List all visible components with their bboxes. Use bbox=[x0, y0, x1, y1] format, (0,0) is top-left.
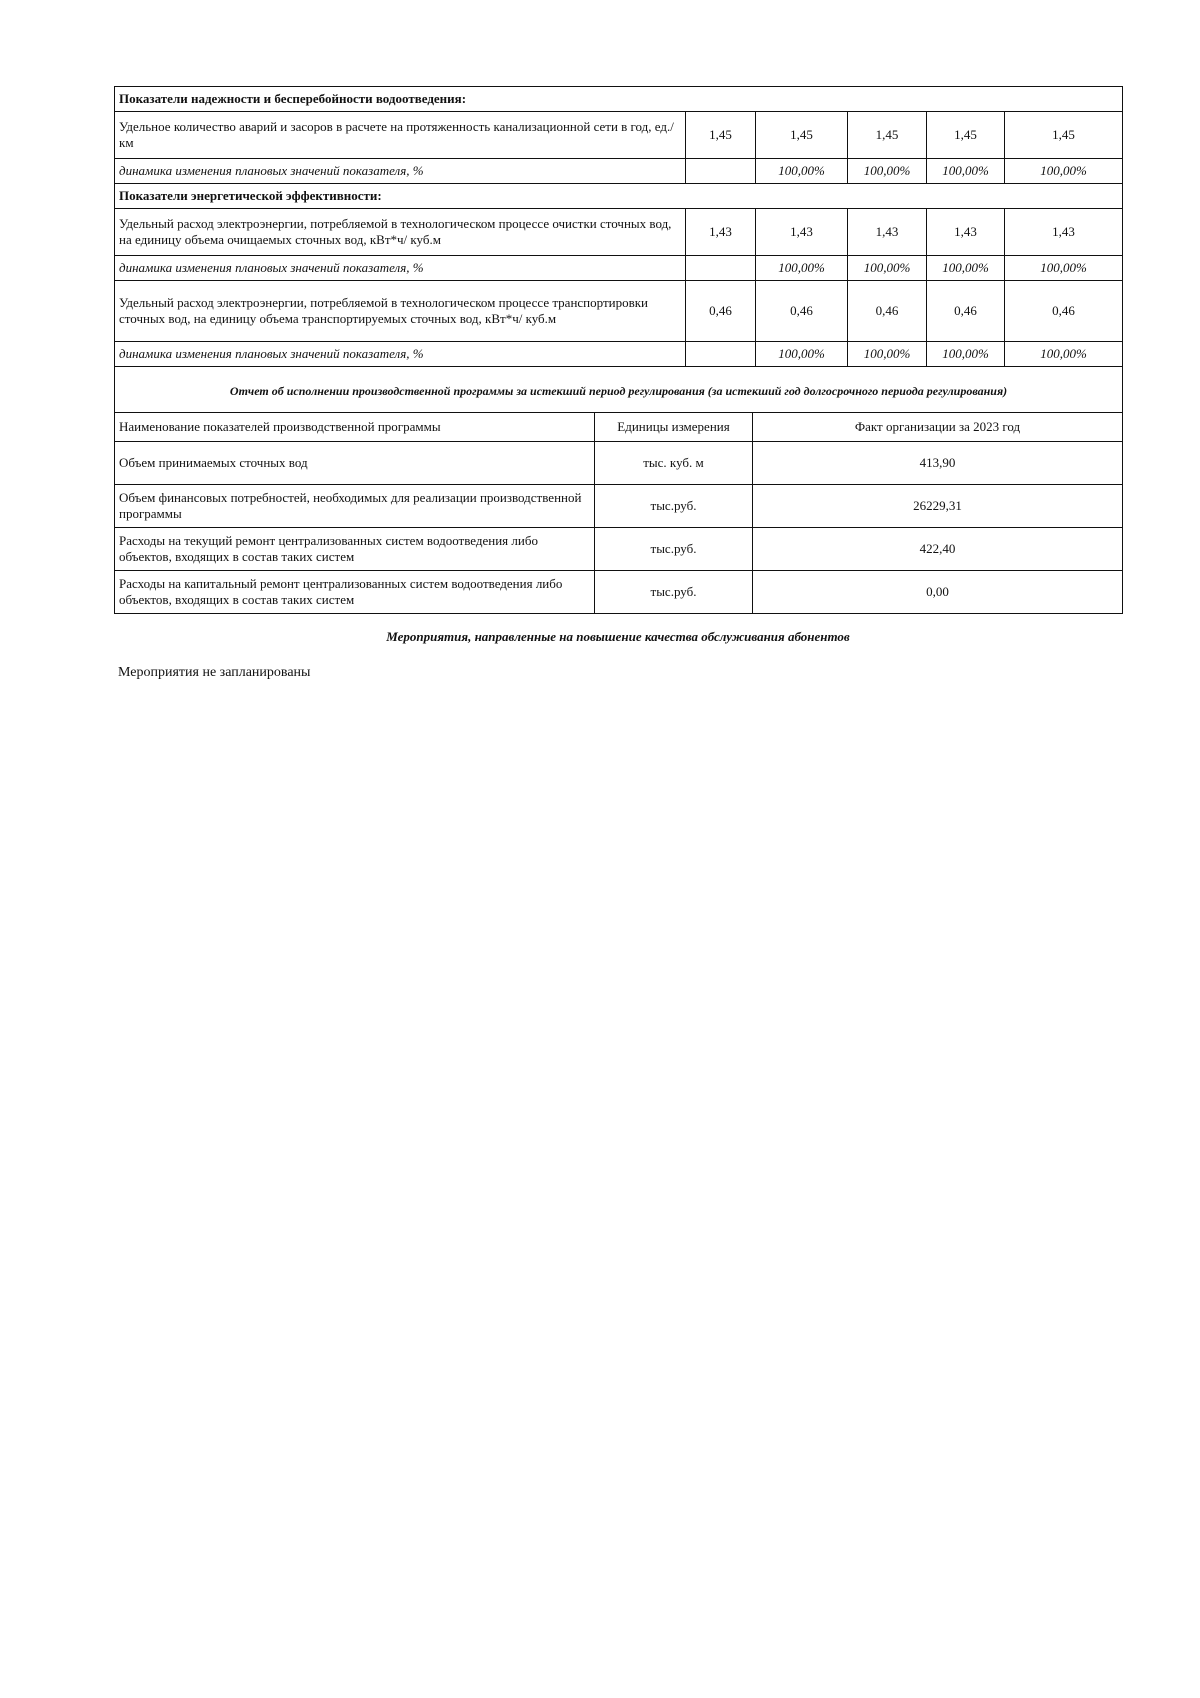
indicator-value: 1,45 bbox=[927, 112, 1005, 159]
dynamics-value: 100,00% bbox=[756, 342, 848, 367]
table-row bbox=[115, 256, 1123, 281]
table-row bbox=[115, 209, 1123, 256]
indicator-value: 1,43 bbox=[686, 209, 756, 256]
reliability-section-header: Показатели надежности и бесперебойности водоотведения: bbox=[115, 87, 1123, 112]
report-row-fact: 0,00 bbox=[753, 571, 1123, 614]
indicator-value: 1,45 bbox=[686, 112, 756, 159]
dynamics-value: 100,00% bbox=[756, 159, 848, 184]
table-row bbox=[115, 528, 1123, 571]
indicator-name: Удельный расход электроэнергии, потребляемой в технологическом процессе очистки сточных вод, на единицу объема очищаемых сточных вод, кВт*ч/ куб.м bbox=[115, 209, 686, 256]
dynamics-value: 100,00% bbox=[927, 256, 1005, 281]
indicator-name: Удельный расход электроэнергии, потребляемой в технологическом процессе транспортировки сточных вод, на единицу объема транспортируемых сточных вод, кВт*ч/ куб.м bbox=[115, 281, 686, 342]
table-row bbox=[115, 342, 1123, 367]
indicator-value: 1,43 bbox=[927, 209, 1005, 256]
report-row-name: Объем финансовых потребностей, необходимых для реализации производственной программы bbox=[115, 485, 595, 528]
dynamics-label: динамика изменения плановых значений показателя, % bbox=[115, 159, 686, 184]
indicator-value: 0,46 bbox=[927, 281, 1005, 342]
report-row-fact: 413,90 bbox=[753, 442, 1123, 485]
dynamics-value: 100,00% bbox=[1005, 342, 1123, 367]
dynamics-label: динамика изменения плановых значений показателя, % bbox=[115, 342, 686, 367]
table-row bbox=[115, 112, 1123, 159]
dynamics-label: динамика изменения плановых значений показателя, % bbox=[115, 256, 686, 281]
column-header-fact: Факт организации за 2023 год bbox=[753, 413, 1123, 442]
dynamics-value bbox=[686, 256, 756, 281]
indicator-value: 1,45 bbox=[1005, 112, 1123, 159]
report-row-unit: тыс. куб. м bbox=[595, 442, 753, 485]
measures-text: Мероприятия не запланированы bbox=[118, 665, 311, 680]
measures-title: Мероприятия, направленные на повышение качества обслуживания абонентов bbox=[386, 629, 850, 644]
indicator-value: 0,46 bbox=[756, 281, 848, 342]
dynamics-value: 100,00% bbox=[848, 256, 927, 281]
report-row-fact: 422,40 bbox=[753, 528, 1123, 571]
report-row-unit: тыс.руб. bbox=[595, 528, 753, 571]
dynamics-value: 100,00% bbox=[756, 256, 848, 281]
column-header-name: Наименование показателей производственной программы bbox=[115, 413, 595, 442]
indicators-table bbox=[114, 86, 1123, 415]
report-row-unit: тыс.руб. bbox=[595, 571, 753, 614]
indicator-value: 1,43 bbox=[756, 209, 848, 256]
dynamics-value bbox=[686, 342, 756, 367]
energy-section-header: Показатели энергетической эффективности: bbox=[115, 184, 1123, 209]
report-title: Отчет об исполнении производственной программы за истекший период регулирования (за истекший год долгосрочного периода регулирования) bbox=[115, 367, 1123, 416]
indicator-name: Удельное количество аварий и засоров в расчете на протяженность канализационной сети в год, ед./км bbox=[115, 112, 686, 159]
indicator-value: 0,46 bbox=[686, 281, 756, 342]
report-row-name: Расходы на капитальный ремонт централизованных систем водоотведения либо объектов, входящих в состав таких систем bbox=[115, 571, 595, 614]
dynamics-value: 100,00% bbox=[1005, 159, 1123, 184]
table-row bbox=[115, 571, 1123, 614]
indicator-value: 0,46 bbox=[1005, 281, 1123, 342]
report-row-unit: тыс.руб. bbox=[595, 485, 753, 528]
dynamics-value: 100,00% bbox=[927, 342, 1005, 367]
dynamics-value: 100,00% bbox=[848, 342, 927, 367]
report-row-name: Расходы на текущий ремонт централизованных систем водоотведения либо объектов, входящих в состав таких систем bbox=[115, 528, 595, 571]
indicator-value: 1,43 bbox=[848, 209, 927, 256]
table-header-row bbox=[115, 413, 1123, 442]
column-header-unit: Единицы измерения bbox=[595, 413, 753, 442]
report-table bbox=[114, 412, 1123, 614]
table-row bbox=[115, 281, 1123, 342]
dynamics-value bbox=[686, 159, 756, 184]
dynamics-value: 100,00% bbox=[927, 159, 1005, 184]
indicator-value: 1,45 bbox=[756, 112, 848, 159]
indicator-value: 0,46 bbox=[848, 281, 927, 342]
table-row bbox=[115, 485, 1123, 528]
dynamics-value: 100,00% bbox=[848, 159, 927, 184]
report-row-fact: 26229,31 bbox=[753, 485, 1123, 528]
indicator-value: 1,43 bbox=[1005, 209, 1123, 256]
table-row bbox=[115, 159, 1123, 184]
report-row-name: Объем принимаемых сточных вод bbox=[115, 442, 595, 485]
indicator-value: 1,45 bbox=[848, 112, 927, 159]
table-row bbox=[115, 442, 1123, 485]
dynamics-value: 100,00% bbox=[1005, 256, 1123, 281]
